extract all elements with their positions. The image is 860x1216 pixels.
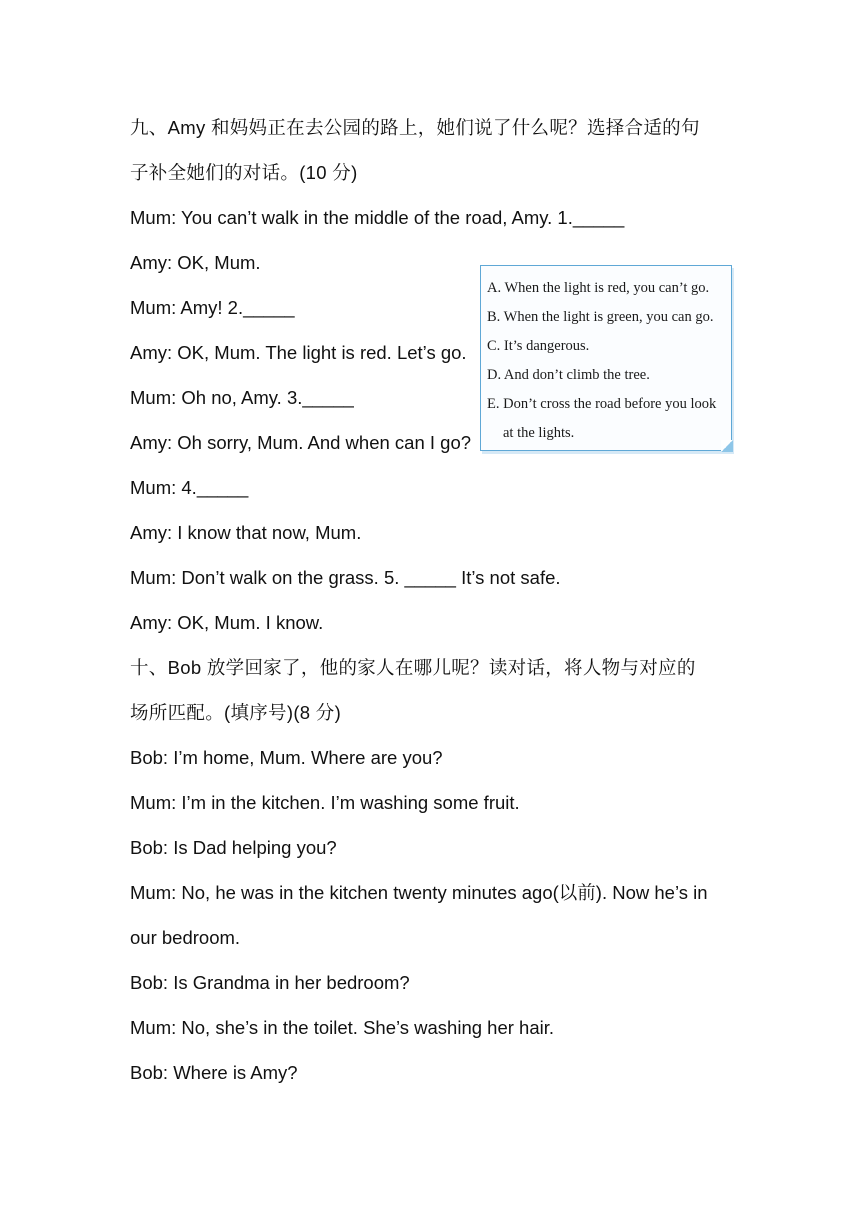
dialogue-line: Mum: Amy! 2._____ — [130, 297, 295, 318]
dialogue-line: Mum: Oh no, Amy. 3._____ — [130, 387, 354, 408]
dialogue-line: Bob: Where is Amy? — [130, 1062, 298, 1083]
option-a: A. When the light is red, you can’t go. — [487, 280, 710, 296]
option-e: E. Don’t cross the road before you look — [487, 396, 717, 412]
section10-heading-line1: 十、Bob 放学回家了，他的家人在哪儿呢？读对话，将人物与对应的 — [130, 657, 696, 678]
dialogue-line: Mum: You can’t walk in the middle of the road, Amy. 1._____ — [130, 207, 625, 228]
option-c: C. It’s dangerous. — [487, 338, 590, 354]
dialogue-line: Mum: I’m in the kitchen. I’m washing some fruit. — [130, 792, 520, 813]
section9-heading-line2: 子补全她们的对话。(10 分) — [130, 162, 358, 183]
dialogue-line: Mum: No, she’s in the toilet. She’s washing her hair. — [130, 1017, 555, 1038]
options-box — [480, 265, 732, 451]
dialogue-line: Amy: OK, Mum. — [130, 252, 261, 273]
section10-heading-line2: 场所匹配。(填序号)(8 分) — [130, 702, 342, 723]
dialogue-line: our bedroom. — [130, 927, 241, 948]
dialogue-line: Amy: OK, Mum. I know. — [130, 612, 324, 633]
dialogue-line: Mum: 4._____ — [130, 477, 249, 498]
option-e-continued: at the lights. — [503, 425, 575, 441]
option-d: D. And don’t climb the tree. — [487, 367, 650, 383]
page-curl-corner — [721, 440, 733, 452]
dialogue-line: Bob: Is Grandma in her bedroom? — [130, 972, 410, 993]
dialogue-line: Amy: OK, Mum. The light is red. Let’s go. — [130, 342, 467, 363]
dialogue-line: Amy: Oh sorry, Mum. And when can I go? — [130, 432, 472, 453]
dialogue-line: Mum: No, he was in the kitchen twenty minutes ago(以前). Now he’s in — [130, 882, 708, 903]
dialogue-line: Amy: I know that now, Mum. — [130, 522, 362, 543]
option-b: B. When the light is green, you can go. — [487, 309, 714, 325]
dialogue-line: Mum: Don’t walk on the grass. 5. _____ It’s not safe. — [130, 567, 561, 588]
dialogue-line: Bob: I’m home, Mum. Where are you? — [130, 747, 443, 768]
section9-heading-line1: 九、Amy 和妈妈正在去公园的路上，她们说了什么呢？选择合适的句 — [130, 117, 700, 138]
dialogue-line: Bob: Is Dad helping you? — [130, 837, 337, 858]
